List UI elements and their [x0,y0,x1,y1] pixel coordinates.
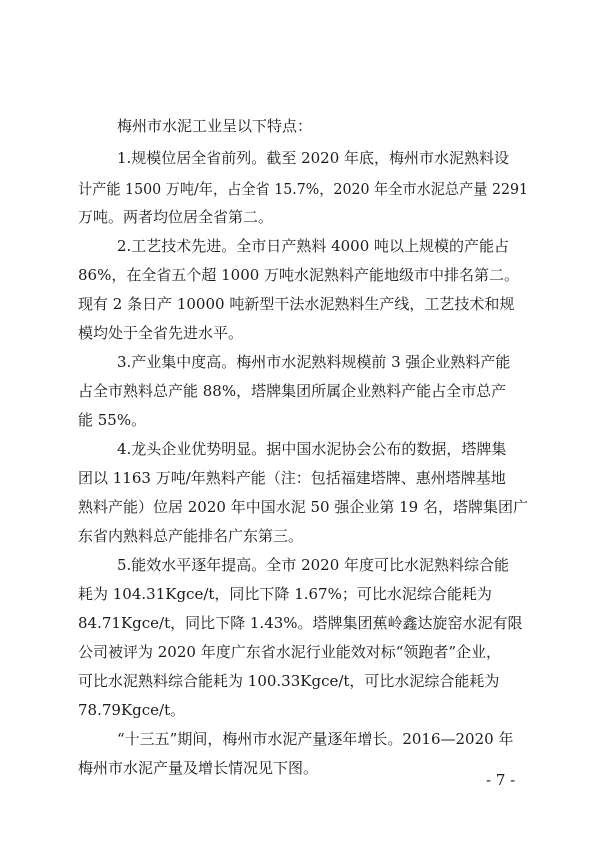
text-line: 4.龙头企业优势明显。据中国水泥协会公布的数据，塔牌集 [117,440,507,458]
text-line: 计产能 1500 万吨/年，占全省 15.7%，2020 年全市水泥总产量 2291 [78,180,529,198]
page-number: - 7 - [486,771,516,789]
text-line: 公司被评为 2020 年度广东省水泥行业能效对标“领跑者”企业， [78,643,502,661]
text-line: 可比水泥熟料综合能耗为 100.33Kgce/t，可比水泥综合能耗为 [78,672,500,690]
text-line: 占全市熟料总产能 88%，塔牌集团所属企业熟料产能占全市总产 [78,382,507,400]
text-line: 团以 1163 万吨/年熟料产能（注：包括福建塔牌、惠州塔牌基地 [78,469,506,487]
text-line: 86%，在全省五个超 1000 万吨水泥熟料产能地级市中排名第二。 [78,266,520,284]
text-line: 84.71Kgce/t，同比下降 1.43%。塔牌集团蕉岭鑫达旋窑水泥有限 [78,614,523,632]
text-line: 2.工艺技术先进。全市日产熟料 4000 吨以上规模的产能占 [117,237,510,255]
text-line: “十三五”期间，梅州市水泥产量逐年增长。2016—2020 年 [117,730,514,748]
text-line: 现有 2 条日产 10000 吨新型干法水泥熟料生产线，工艺技术和规 [78,295,515,313]
text-line: 3.产业集中度高。梅州市水泥熟料规模前 3 强企业熟料产能 [117,353,511,371]
text-line: 1.规模位居全省前列。截至 2020 年底，梅州市水泥熟料设 [117,149,510,167]
text-line: 万吨。两者均位居全省第二。 [78,208,274,226]
text-line: 耗为 104.31Kgce/t，同比下降 1.67%；可比水泥综合能耗为 [78,585,492,603]
text-line: 梅州市水泥工业呈以下特点： [117,117,313,135]
text-line: 东省内熟料总产能排名广东第三。 [78,527,304,545]
text-line: 78.79Kgce/t。 [78,701,186,719]
text-line: 梅州市水泥产量及增长情况见下图。 [78,759,319,777]
text-line: 5.能效水平逐年提高。全市 2020 年度可比水泥熟料综合能 [117,556,510,574]
text-line: 熟料产能）位居 2020 年中国水泥 50 强企业第 19 名，塔牌集团广 [78,498,528,516]
text-line: 能 55%。 [78,411,147,429]
text-line: 模均处于全省先进水平。 [78,324,244,342]
